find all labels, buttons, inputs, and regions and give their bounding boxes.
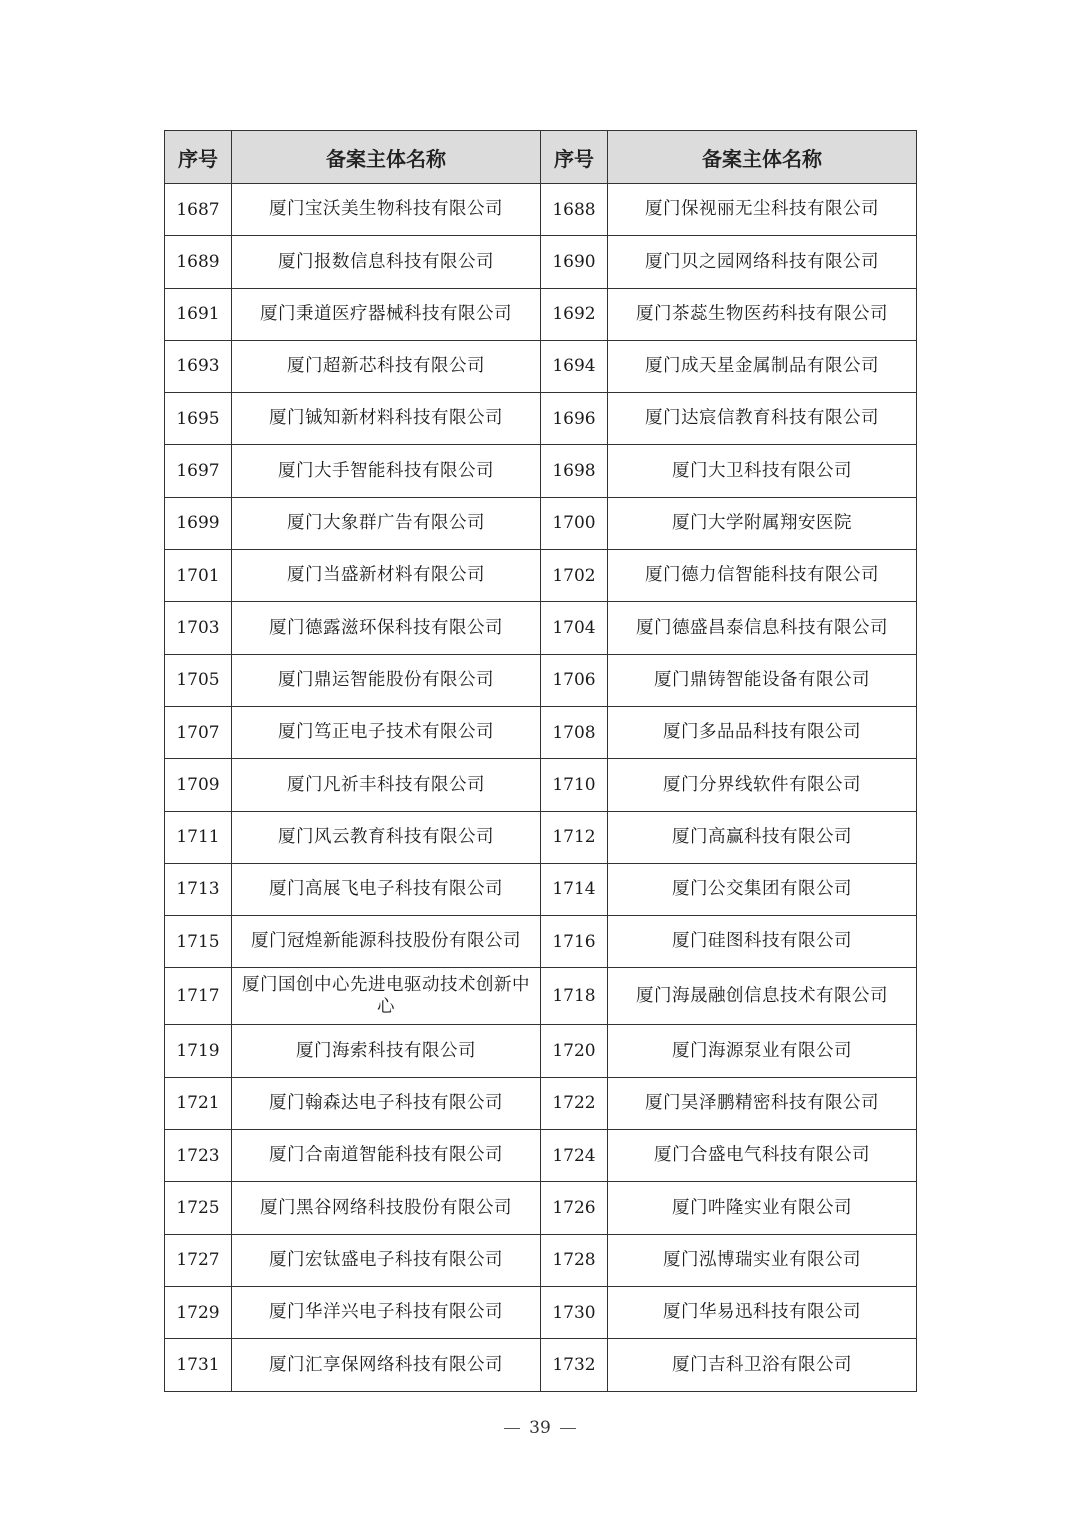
entity-name-cell: 厦门报数信息科技有限公司 — [232, 236, 541, 288]
serial-cell: 1727 — [165, 1234, 232, 1286]
table-row — [165, 1286, 917, 1338]
serial-cell: 1690 — [541, 236, 608, 288]
entity-name-cell: 厦门德力信智能科技有限公司 — [608, 550, 917, 602]
serial-cell: 1694 — [541, 340, 608, 392]
footer-dash-left — [504, 1428, 520, 1429]
entity-name-cell: 厦门吽隆实业有限公司 — [608, 1182, 917, 1234]
table-row — [165, 236, 917, 288]
serial-cell: 1723 — [165, 1130, 232, 1182]
serial-cell: 1692 — [541, 288, 608, 340]
registry-table — [164, 130, 917, 1392]
table-row — [165, 1130, 917, 1182]
serial-cell: 1707 — [165, 706, 232, 758]
entity-name-cell: 厦门冠煌新能源科技股份有限公司 — [232, 916, 541, 968]
serial-cell: 1711 — [165, 811, 232, 863]
serial-cell: 1728 — [541, 1234, 608, 1286]
table-body — [165, 184, 917, 1392]
entity-name-cell: 厦门黑谷网络科技股份有限公司 — [232, 1182, 541, 1234]
serial-cell: 1710 — [541, 759, 608, 811]
entity-name-cell: 厦门多品品科技有限公司 — [608, 706, 917, 758]
serial-cell: 1708 — [541, 706, 608, 758]
entity-name-cell: 厦门高赢科技有限公司 — [608, 811, 917, 863]
serial-cell: 1709 — [165, 759, 232, 811]
serial-cell: 1706 — [541, 654, 608, 706]
entity-name-cell: 厦门铖知新材料科技有限公司 — [232, 393, 541, 445]
table-row — [165, 759, 917, 811]
entity-name-cell: 厦门秉道医疗器械科技有限公司 — [232, 288, 541, 340]
entity-name-cell: 厦门宝沃美生物科技有限公司 — [232, 184, 541, 236]
entity-name-cell: 厦门宏钛盛电子科技有限公司 — [232, 1234, 541, 1286]
entity-name-cell: 厦门泓博瑞实业有限公司 — [608, 1234, 917, 1286]
table-row — [165, 1339, 917, 1391]
table-row — [165, 340, 917, 392]
entity-name-cell: 厦门风云教育科技有限公司 — [232, 811, 541, 863]
table-row — [165, 811, 917, 863]
serial-cell: 1729 — [165, 1286, 232, 1338]
serial-cell: 1714 — [541, 863, 608, 915]
header-entity-name-left: 备案主体名称 — [232, 131, 541, 184]
entity-name-cell: 厦门公交集团有限公司 — [608, 863, 917, 915]
serial-cell: 1702 — [541, 550, 608, 602]
entity-name-cell: 厦门大卫科技有限公司 — [608, 445, 917, 497]
entity-name-cell: 厦门海索科技有限公司 — [232, 1025, 541, 1077]
table-row — [165, 863, 917, 915]
serial-cell: 1693 — [165, 340, 232, 392]
table-row — [165, 602, 917, 654]
table-row — [165, 1182, 917, 1234]
serial-cell: 1699 — [165, 497, 232, 549]
entity-name-cell: 厦门华易迅科技有限公司 — [608, 1286, 917, 1338]
serial-cell: 1717 — [165, 968, 232, 1025]
entity-name-cell: 厦门鼎铸智能设备有限公司 — [608, 654, 917, 706]
serial-cell: 1721 — [165, 1077, 232, 1129]
header-serial-left: 序号 — [165, 131, 232, 184]
serial-cell: 1695 — [165, 393, 232, 445]
serial-cell: 1712 — [541, 811, 608, 863]
table-row — [165, 916, 917, 968]
entity-name-cell: 厦门大学附属翔安医院 — [608, 497, 917, 549]
serial-cell: 1726 — [541, 1182, 608, 1234]
footer-dash-right — [560, 1428, 576, 1429]
serial-cell: 1718 — [541, 968, 608, 1025]
entity-name-cell: 厦门华洋兴电子科技有限公司 — [232, 1286, 541, 1338]
entity-name-cell: 厦门吉科卫浴有限公司 — [608, 1339, 917, 1391]
table-row — [165, 184, 917, 236]
table-row — [165, 968, 917, 1025]
entity-name-cell: 厦门当盛新材料有限公司 — [232, 550, 541, 602]
serial-cell: 1725 — [165, 1182, 232, 1234]
entity-name-cell: 厦门昊泽鹏精密科技有限公司 — [608, 1077, 917, 1129]
serial-cell: 1724 — [541, 1130, 608, 1182]
serial-cell: 1732 — [541, 1339, 608, 1391]
entity-name-cell: 厦门海源泵业有限公司 — [608, 1025, 917, 1077]
entity-name-cell: 厦门合盛电气科技有限公司 — [608, 1130, 917, 1182]
table-row — [165, 1234, 917, 1286]
entity-name-cell: 厦门成天星金属制品有限公司 — [608, 340, 917, 392]
page-number: 39 — [529, 1418, 551, 1438]
table-row — [165, 1077, 917, 1129]
entity-name-cell: 厦门汇享保网络科技有限公司 — [232, 1339, 541, 1391]
entity-name-cell: 厦门大象群广告有限公司 — [232, 497, 541, 549]
entity-name-cell: 厦门硅图科技有限公司 — [608, 916, 917, 968]
header-serial-right: 序号 — [541, 131, 608, 184]
table-row — [165, 497, 917, 549]
entity-name-cell: 厦门德盛昌泰信息科技有限公司 — [608, 602, 917, 654]
table-row — [165, 1025, 917, 1077]
header-entity-name-right: 备案主体名称 — [608, 131, 917, 184]
entity-name-cell: 厦门翰森达电子科技有限公司 — [232, 1077, 541, 1129]
entity-name-cell: 厦门超新芯科技有限公司 — [232, 340, 541, 392]
entity-name-cell: 厦门分界线软件有限公司 — [608, 759, 917, 811]
table-row — [165, 550, 917, 602]
entity-name-cell: 厦门大手智能科技有限公司 — [232, 445, 541, 497]
serial-cell: 1731 — [165, 1339, 232, 1391]
page-footer — [0, 1418, 1080, 1438]
entity-name-cell: 厦门达宸信教育科技有限公司 — [608, 393, 917, 445]
serial-cell: 1705 — [165, 654, 232, 706]
table-row — [165, 288, 917, 340]
entity-name-cell: 厦门贝之园网络科技有限公司 — [608, 236, 917, 288]
serial-cell: 1722 — [541, 1077, 608, 1129]
entity-name-cell: 厦门保视丽无尘科技有限公司 — [608, 184, 917, 236]
serial-cell: 1698 — [541, 445, 608, 497]
table-row — [165, 393, 917, 445]
header-row — [165, 131, 917, 184]
serial-cell: 1716 — [541, 916, 608, 968]
entity-name-cell: 厦门国创中心先进电驱动技术创新中心 — [232, 968, 541, 1025]
serial-cell: 1689 — [165, 236, 232, 288]
serial-cell: 1719 — [165, 1025, 232, 1077]
table-header — [165, 131, 917, 184]
entity-name-cell: 厦门高展飞电子科技有限公司 — [232, 863, 541, 915]
entity-name-cell: 厦门笃正电子技术有限公司 — [232, 706, 541, 758]
serial-cell: 1703 — [165, 602, 232, 654]
entity-name-cell: 厦门茶蕊生物医药科技有限公司 — [608, 288, 917, 340]
table-row — [165, 706, 917, 758]
entity-name-cell: 厦门德露滋环保科技有限公司 — [232, 602, 541, 654]
entity-name-cell: 厦门海晟融创信息技术有限公司 — [608, 968, 917, 1025]
serial-cell: 1691 — [165, 288, 232, 340]
serial-cell: 1704 — [541, 602, 608, 654]
serial-cell: 1730 — [541, 1286, 608, 1338]
serial-cell: 1700 — [541, 497, 608, 549]
serial-cell: 1697 — [165, 445, 232, 497]
serial-cell: 1720 — [541, 1025, 608, 1077]
table-row — [165, 654, 917, 706]
serial-cell: 1688 — [541, 184, 608, 236]
serial-cell: 1715 — [165, 916, 232, 968]
entity-name-cell: 厦门鼎运智能股份有限公司 — [232, 654, 541, 706]
serial-cell: 1687 — [165, 184, 232, 236]
entity-name-cell: 厦门合南道智能科技有限公司 — [232, 1130, 541, 1182]
serial-cell: 1713 — [165, 863, 232, 915]
table-row — [165, 445, 917, 497]
entity-name-cell: 厦门凡祈丰科技有限公司 — [232, 759, 541, 811]
serial-cell: 1696 — [541, 393, 608, 445]
serial-cell: 1701 — [165, 550, 232, 602]
